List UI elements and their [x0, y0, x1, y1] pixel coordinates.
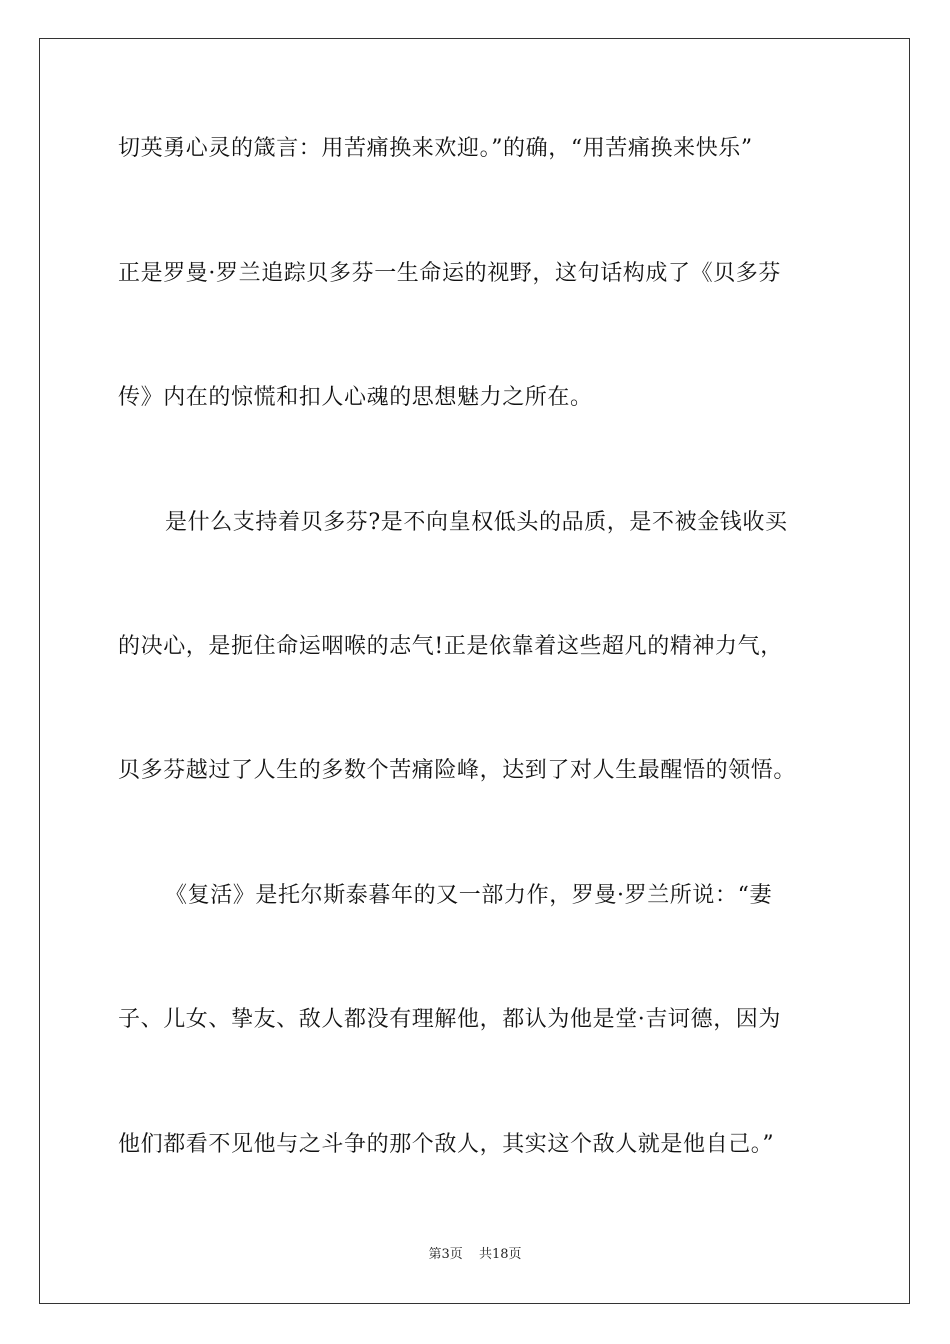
paragraph-start-line: 《复活》是托尔斯泰暮年的又一部力作，罗曼·罗兰所说：“妻 — [165, 883, 773, 908]
page-footer — [0, 1246, 950, 1264]
text-line: 传》内在的惊慌和扣人心魂的思想魅力之所在。 — [118, 385, 593, 410]
text-line: 正是罗曼·罗兰追踪贝多芬一生命运的视野，这句话构成了《贝多芬 — [118, 261, 781, 286]
text-line: 贝多芬越过了人生的多数个苦痛险峰，达到了对人生最醒悟的领悟。 — [118, 758, 797, 783]
total-page-count: 共18页 — [478, 1247, 522, 1262]
text-line: 的决心，是扼住命运咽喉的志气!正是依靠着这些超凡的精神力气， — [118, 634, 783, 659]
text-line: 子、儿女、挚友、敌人都没有理解他，都认为他是堂·吉诃德，因为 — [118, 1007, 781, 1032]
current-page-number: 第3页 — [428, 1247, 463, 1262]
text-line: 切英勇心灵的箴言：用苦痛换来欢迎。”的确，“用苦痛换来快乐” — [118, 136, 753, 161]
text-line: 他们都看不见他与之斗争的那个敌人，其实这个敌人就是他自己。” — [118, 1132, 775, 1157]
page-border — [39, 38, 910, 1304]
paragraph-start-line: 是什么支持着贝多芬?是不向皇权低头的品质，是不被金钱收买 — [165, 510, 788, 535]
